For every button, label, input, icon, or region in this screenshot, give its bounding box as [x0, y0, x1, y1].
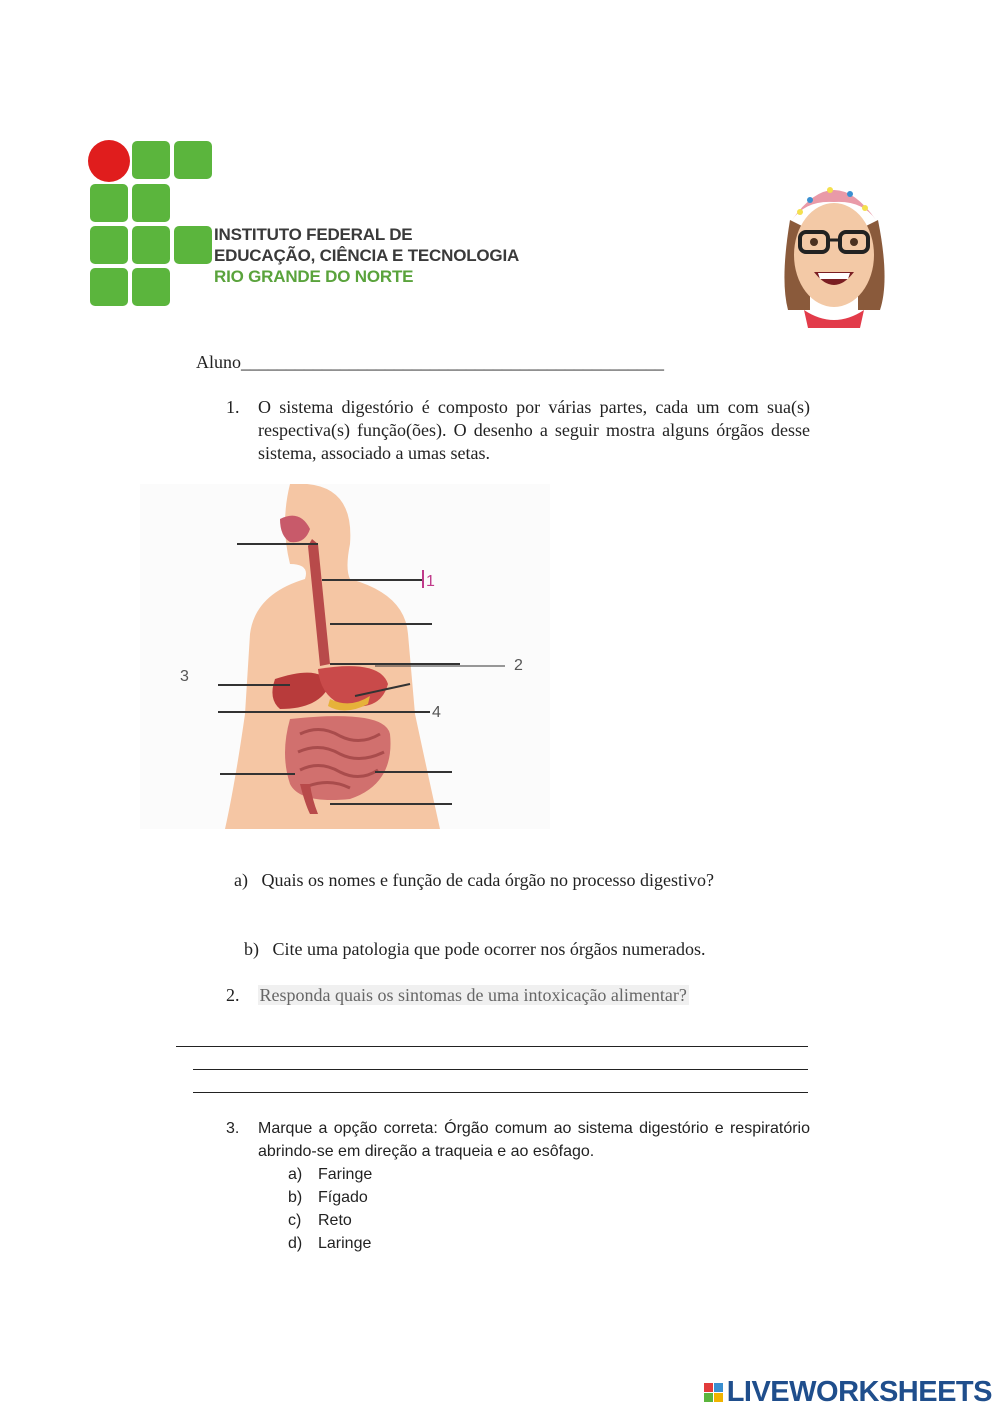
question-1b-text: Cite uma patologia que pode ocorrer nos órgãos numerados. — [272, 939, 706, 959]
digestive-system-diagram — [140, 484, 550, 829]
question-1b-letter: b) — [244, 939, 259, 959]
answer-line[interactable] — [193, 1069, 808, 1070]
logo-square — [132, 141, 170, 179]
question-1 — [226, 396, 810, 465]
option-label: Faringe — [318, 1166, 373, 1183]
logo-square — [174, 226, 212, 264]
question-3-options — [288, 1163, 810, 1255]
logo-square — [132, 226, 170, 264]
option-letter: a) — [288, 1166, 303, 1183]
institution-logo — [88, 140, 214, 308]
question-2-number: 2. — [226, 985, 240, 1005]
logo-square — [90, 268, 128, 306]
liveworksheets-logo — [704, 1376, 992, 1409]
logo-square — [132, 268, 170, 306]
student-label: Aluno — [196, 352, 241, 372]
diagram-label-1: 1 — [426, 573, 435, 590]
question-2-text: Responda quais os sintomas de uma intoxicação alimentar? — [259, 985, 687, 1005]
option-label: Reto — [318, 1212, 352, 1229]
liveworksheets-brand: LIVEWORKSHEETS — [726, 1376, 992, 1408]
logo-square — [132, 184, 170, 222]
institution-name — [214, 224, 519, 287]
option-letter: d) — [288, 1235, 303, 1252]
question-1a-text: Quais os nomes e função de cada órgão no processo digestivo? — [261, 870, 715, 890]
question-1b — [244, 939, 706, 960]
option-a[interactable] — [288, 1163, 810, 1186]
logo-red-circle — [88, 140, 130, 182]
institution-line-1: INSTITUTO FEDERAL DE — [214, 225, 413, 244]
answer-line[interactable] — [193, 1092, 808, 1093]
question-3-number: 3. — [226, 1120, 240, 1137]
question-3-text: Marque a opção correta: Órgão comum ao sistema digestório e respiratório abrindo-se em direção a traqueia e ao esôfago. — [258, 1120, 810, 1160]
diagram-label-4: 4 — [432, 704, 441, 721]
question-3 — [226, 1117, 810, 1255]
student-name-field[interactable] — [196, 352, 664, 373]
option-label: Laringe — [318, 1235, 372, 1252]
liveworksheets-icon — [704, 1383, 723, 1402]
answer-line[interactable] — [176, 1046, 808, 1047]
question-1a — [234, 870, 714, 891]
logo-square — [90, 184, 128, 222]
institution-line-3: RIO GRANDE DO NORTE — [214, 267, 414, 286]
option-label: Fígado — [318, 1189, 368, 1206]
option-d[interactable] — [288, 1232, 810, 1255]
question-1a-letter: a) — [234, 870, 248, 890]
teacher-avatar-image — [770, 160, 898, 328]
option-letter: b) — [288, 1189, 303, 1206]
diagram-label-2: 2 — [514, 657, 523, 674]
logo-square — [90, 226, 128, 264]
institution-line-2: EDUCAÇÃO, CIÊNCIA E TECNOLOGIA — [214, 246, 520, 265]
question-2 — [226, 985, 689, 1006]
option-c[interactable] — [288, 1209, 810, 1232]
diagram-label-3: 3 — [180, 668, 189, 685]
question-1-text: O sistema digestório é composto por várias partes, cada um com sua(s) respectiva(s) função(ões). O desenho a seguir mostra alguns órgãos desse sistema, associado a umas setas. — [258, 397, 810, 463]
logo-square — [174, 141, 212, 179]
student-name-blank[interactable]: _______________________________________________ — [241, 352, 664, 372]
option-b[interactable] — [288, 1186, 810, 1209]
question-1-number: 1. — [226, 397, 240, 417]
option-letter: c) — [288, 1212, 302, 1229]
